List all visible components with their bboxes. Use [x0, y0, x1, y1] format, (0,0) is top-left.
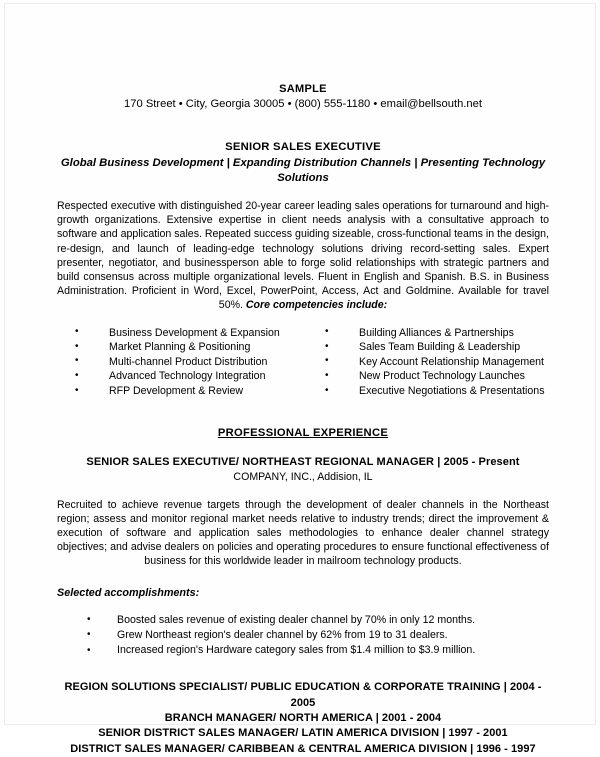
- history-line: BRANCH MANAGER/ NORTH AMERICA | 2001 - 2004: [164, 712, 442, 725]
- headline-subtitle: Global Business Development | Expanding Distribution Channels | Presenting Technology Solutions: [60, 157, 546, 184]
- list-item: • Multi-channel Product Distribution: [75, 355, 303, 370]
- list-item: • Sales Team Building & Leadership: [325, 340, 549, 355]
- list-item: • Increased region's Hardware category sales from $1.4 million to $3.9 million.: [87, 643, 549, 658]
- core-competencies: [57, 326, 549, 399]
- summary-emphasis: Core competencies include:: [245, 299, 388, 312]
- headline-title: SENIOR SALES EXECUTIVE: [225, 141, 381, 153]
- candidate-name: SAMPLE: [279, 83, 327, 95]
- list-item: • RFP Development & Review: [75, 384, 303, 399]
- job-company: COMPANY, INC., Addision, IL: [233, 470, 373, 483]
- list-item: • Key Account Relationship Management: [325, 355, 549, 370]
- list-item: • Grew Northeast region's dealer channel by 62% from 19 to 31 dealers.: [87, 628, 549, 643]
- job-title: SENIOR SALES EXECUTIVE/ NORTHEAST REGIONAL MANAGER | 2005 - Present: [86, 455, 520, 468]
- contact-line: 170 Street • City, Georgia 30005 • (800) 555-1180 • email@bellsouth.net: [124, 98, 482, 110]
- job-description: Recruited to achieve revenue targets through the development of dealer channels in the Northeast region; assess and monitor regional market needs relative to industry trends; direct the improvement & execution of software and application sales methodologies to enhance dealer channel strategy objectives; and advise dealers on policies and operating procedures to ensure functional effectiveness of business for this worldwide leader in mailroom technology products.: [57, 498, 549, 568]
- list-item: • Business Development & Expansion: [75, 326, 303, 341]
- history-line: SENIOR DISTRICT SALES MANAGER/ LATIN AMERICA DIVISION | 1997 - 2001: [98, 727, 508, 740]
- list-item: • Advanced Technology Integration: [75, 369, 303, 384]
- history-line: REGION SOLUTIONS SPECIALIST/ PUBLIC EDUCATION & CORPORATE TRAINING | 2004 - 2005: [64, 681, 542, 709]
- list-item: • Market Planning & Positioning: [75, 340, 303, 355]
- resume-page: [4, 3, 596, 755]
- resume-content: [57, 82, 549, 757]
- accomplishments-heading: Selected accomplishments:: [57, 586, 200, 599]
- section-title-professional-experience: PROFESSIONAL EXPERIENCE: [217, 426, 389, 439]
- accomplishments-list: [57, 613, 549, 659]
- list-item: • New Product Technology Launches: [325, 369, 549, 384]
- summary-body: Respected executive with distinguished 20-year career leading sales operations for turnaround and high-growth organizations. Extensive expertise in client needs analysis with a consultative approach to software and application sales. Repeated success guiding sizeable, cross-functional teams in the design, re-design, and launch of leading-edge technology solutions driving record-setting sales. Expert presenter, negotiator, and businessperson able to forge solid relationships with strategic partners and build consensus across multiple organizational levels. Fluent in English and Spanish. B.S. in Business Administration. Proficient in Word, Excel, PowerPoint, Access, Act and Goldmine. Available for travel 50%.: [57, 200, 549, 312]
- competencies-column-left: [57, 326, 303, 399]
- competencies-column-right: [303, 326, 549, 399]
- summary-paragraph: [57, 199, 549, 313]
- position-history: [57, 680, 549, 757]
- list-item: • Building Alliances & Partnerships: [325, 326, 549, 341]
- list-item: • Boosted sales revenue of existing dealer channel by 70% in only 12 months.: [87, 613, 549, 628]
- list-item: • Executive Negotiations & Presentations: [325, 384, 549, 399]
- history-line: DISTRICT SALES MANAGER/ CARIBBEAN & CENTRAL AMERICA DIVISION | 1996 - 1997: [70, 742, 536, 755]
